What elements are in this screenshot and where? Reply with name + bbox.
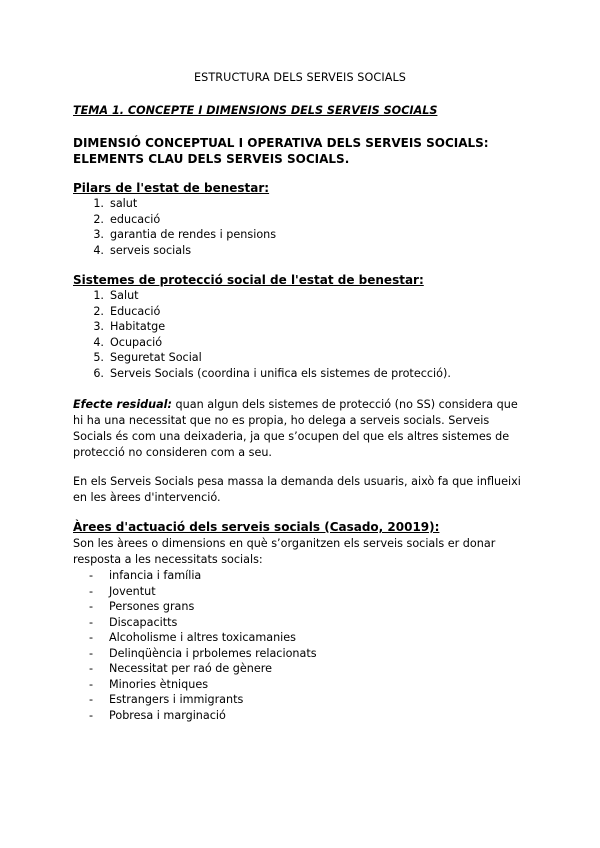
- list-item: 2. Educació: [93, 304, 161, 318]
- list-item: - Joventut: [89, 584, 156, 598]
- pilars-list: [73, 196, 276, 258]
- document-title: ESTRUCTURA DELS SERVEIS SOCIALS: [193, 71, 407, 84]
- efecte-residual-label: Efecte residual:: [73, 398, 172, 411]
- demanda-paragraph: En els Serveis Socials pesa massa la demanda dels usuaris, això fa que influeixi en les àrees d'intervenció.: [73, 475, 521, 504]
- arees-intro: Son les àrees o dimensions en què s’organitzen els serveis socials er donar resposta a les necessitats socials:: [73, 537, 496, 566]
- list-item: - infancia i família: [89, 569, 202, 582]
- list-item: - Necessitat per raó de gènere: [89, 662, 272, 675]
- list-item: - Delinqüència i prbolemes relacionats: [89, 646, 317, 660]
- list-item: - Alcoholisme i altres toxicamanies: [89, 631, 296, 644]
- arees-list: [73, 568, 317, 723]
- list-item: 4. Ocupació: [93, 335, 163, 349]
- pilars-heading: Pilars de l'estat de benestar:: [73, 181, 270, 195]
- list-item: - Estrangers i immigrants: [89, 693, 244, 706]
- efecte-residual-paragraph: Efecte residual: quan algun dels sistemes de protecció (no SS) considera que hi ha una necessitat que no es propia, ho delega a serveis socials. Serveis Socials és com una deixaderia, ja que s’ocupen del que els altres sistemes de protecció no consideren com a seu.: [73, 398, 518, 459]
- dimension-heading-line1: DIMENSIÓ CONCEPTUAL I OPERATIVA DELS SERVEIS SOCIALS:: [73, 136, 489, 150]
- list-item: 1. Salut: [93, 289, 139, 302]
- arees-heading: Àrees d'actuació dels serveis socials (Casado, 20019):: [73, 520, 440, 534]
- dimension-heading-line2: ELEMENTS CLAU DELS SERVEIS SOCIALS.: [73, 152, 350, 166]
- list-item: 2. educació: [93, 212, 161, 226]
- list-item: - Persones grans: [89, 600, 195, 613]
- list-item: 3. garantia de rendes i pensions: [93, 228, 277, 241]
- sistemes-heading: Sistemes de protecció social de l'estat de benestar:: [73, 273, 424, 287]
- list-item: - Discapacitts: [89, 615, 178, 629]
- list-item: 3. Habitatge: [93, 320, 166, 333]
- list-item: 5. Seguretat Social: [93, 351, 202, 364]
- list-item: - Pobresa i marginació: [89, 708, 226, 722]
- list-item: 4. serveis socials: [93, 243, 192, 257]
- list-item: 6. Serveis Socials (coordina i unifica els sistemes de protecció).: [93, 366, 451, 380]
- dimension-heading: [73, 135, 489, 167]
- list-item: 1. salut: [93, 197, 138, 210]
- sistemes-list: [73, 288, 451, 381]
- tema-heading: TEMA 1. CONCEPTE I DIMENSIONS DELS SERVEIS SOCIALS: [73, 104, 438, 117]
- list-item: - Minories ètniques: [89, 677, 209, 691]
